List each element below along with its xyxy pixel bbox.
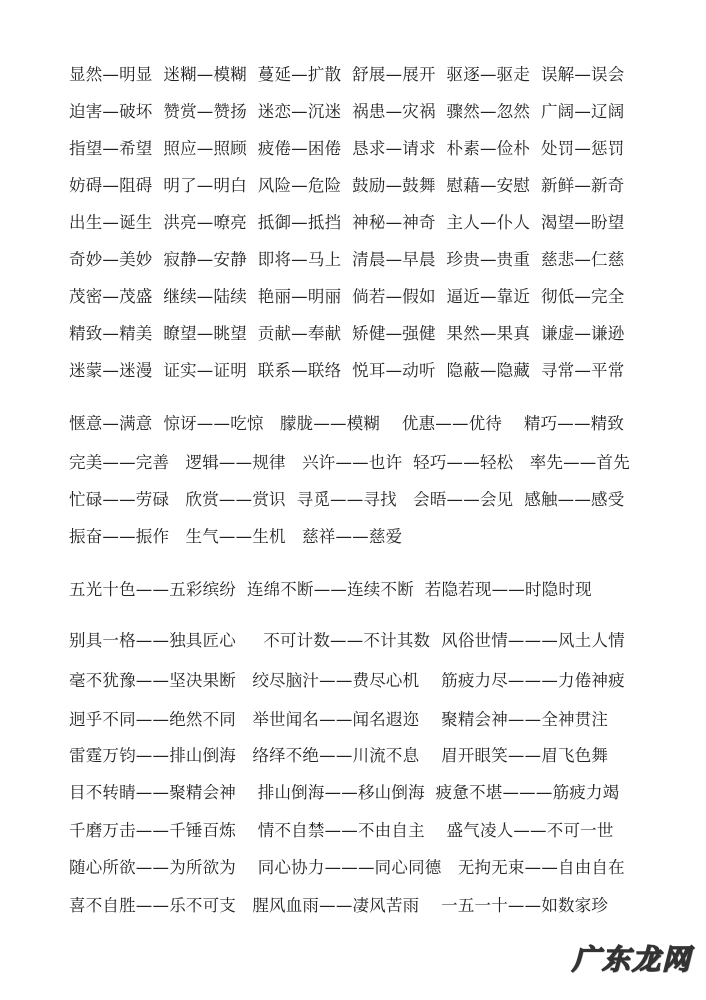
text-line: 精致—精美 瞭望—眺望 贡献—奉献 矫健—强健 果然—果真 谦虚—谦逊 xyxy=(69,324,625,343)
text-line: 五光十色——五彩缤纷 连绵不断——连续不断 若隐若现——时隐时现 xyxy=(69,580,592,599)
text-line: 茂密—茂盛 继续—陆续 艳丽—明丽 倘若—假如 逼近—靠近 彻低—完全 xyxy=(69,287,625,306)
text-line: 毫不犹豫——坚决果断 绞尽脑汁——费尽心机 筋疲力尽———力倦神疲 xyxy=(69,671,625,690)
text-line: 出生—诞生 洪亮—嘹亮 抵御—抵挡 神秘—神奇 主人—仆人 渴望—盼望 xyxy=(69,213,625,232)
text-line: 振奋——振作 生气——生机 慈祥——慈爱 xyxy=(69,527,403,546)
text-line: 迫害—破坏 赞赏—赞扬 迷恋—沉迷 祸患—灾祸 骤然—忽然 广阔—辽阔 xyxy=(69,102,625,121)
text-line: 目不转睛——聚精会神 排山倒海——移山倒海 疲惫不堪———筋疲力竭 xyxy=(69,783,620,802)
text-line: 随心所欲——为所欲为 同心协力———同心同德 无拘无束——自由自在 xyxy=(69,858,625,877)
text-line: 指望—希望 照应—照顾 疲倦—困倦 恳求—请求 朴素—俭朴 处罚—惩罚 xyxy=(69,139,625,158)
text-line: 喜不自胜——乐不可支 腥风血雨——凄风苦雨 一五一十——如数家珍 xyxy=(69,896,609,915)
text-line: 显然—明显 迷糊—模糊 蔓延—扩散 舒展—展开 驱逐—驱走 误解—误会 xyxy=(69,65,625,84)
site-watermark: 广东龙网 xyxy=(571,943,692,976)
text-line: 奇妙—美妙 寂静—安静 即将—马上 清晨—早晨 珍贵—贵重 慈悲—仁慈 xyxy=(69,250,625,269)
text-line: 迥乎不同——绝然不同 举世闻名——闻名遐迩 聚精会神——全神贯注 xyxy=(69,710,609,729)
text-line: 忙碌——劳碌 欣赏——赏识 寻觅——寻找 会晤——会见 感触——感受 xyxy=(69,490,625,509)
text-line: 完美——完善 逻辑——规律 兴许——也许 轻巧——轻松 率先——首先 xyxy=(69,453,630,472)
text-line: 迷蒙—迷漫 证实—证明 联系—联络 悦耳—动听 隐蔽—隐藏 寻常—平常 xyxy=(69,361,625,380)
text-line: 别具一格——独具匠心 不可计数——不计其数 风俗世情———风土人情 xyxy=(69,631,625,650)
text-line: 惬意—满意 惊讶——吃惊 朦胧——模糊 优惠——优待 精巧——精致 xyxy=(69,414,625,433)
text-line: 千磨万击——千锤百炼 情不自禁——不由自主 盛气凌人——不可一世 xyxy=(69,821,614,840)
text-line: 妨碍—阻碍 明了—明白 风险—危险 鼓励—鼓舞 慰藉—安慰 新鲜—新奇 xyxy=(69,176,625,195)
text-line: 雷霆万钧——排山倒海 络绎不绝——川流不息 眉开眼笑——眉飞色舞 xyxy=(69,746,609,765)
